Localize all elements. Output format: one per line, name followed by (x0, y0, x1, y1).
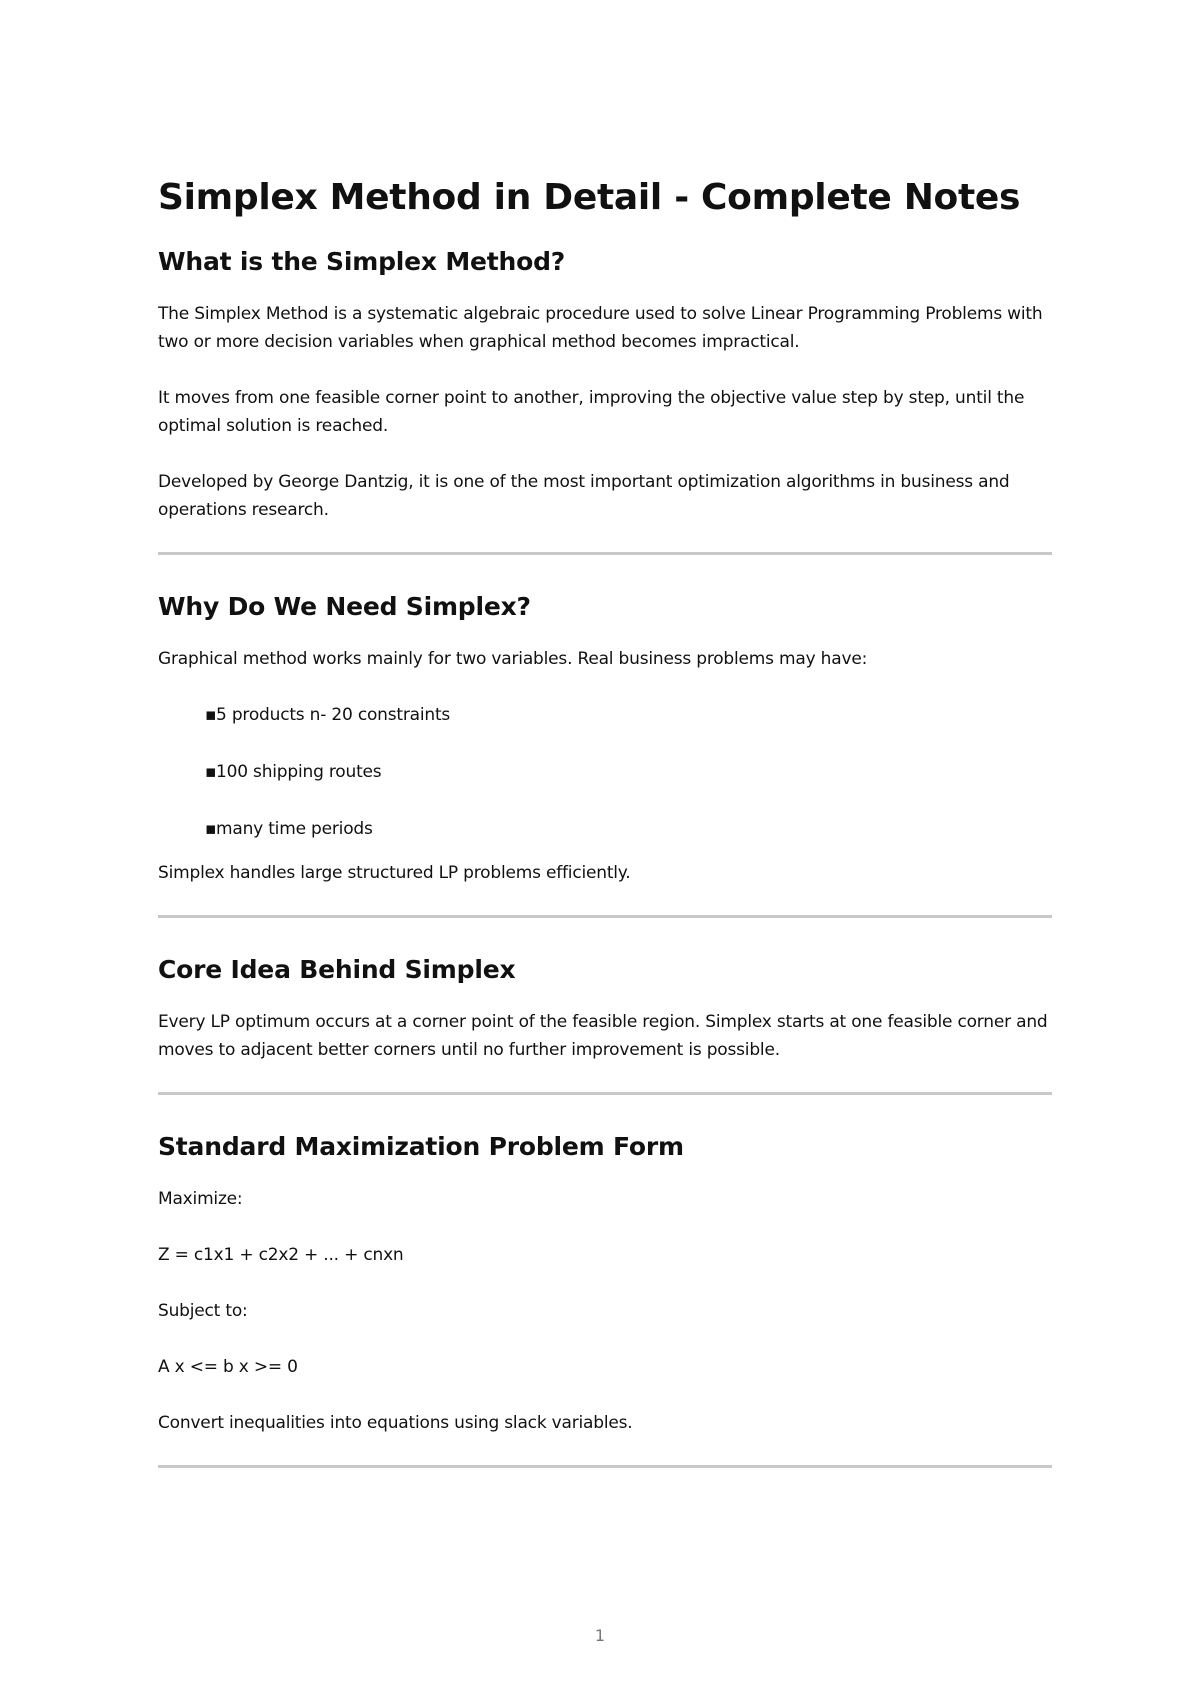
list-item (205, 701, 1052, 729)
list-item-text: 100 shipping routes (216, 762, 382, 782)
section-standard-form (158, 1131, 1052, 1437)
section-heading: Why Do We Need Simplex? (158, 592, 531, 621)
bullet-icon: ▪ (205, 705, 217, 725)
page-title: Simplex Method in Detail - Complete Notes (158, 177, 1021, 218)
objective-formula: Z = c1x1 + c2x2 + ... + cnxn (158, 1245, 404, 1265)
paragraph: Subject to: (158, 1301, 248, 1321)
list-item-text: many time periods (216, 819, 373, 839)
bullet-icon: ▪ (205, 762, 217, 782)
list-item (205, 758, 1052, 786)
bullet-list (158, 701, 1052, 843)
list-item-text: 5 products n- 20 constraints (216, 705, 451, 725)
list-item (205, 815, 1052, 843)
constraint-formula: A x <= b x >= 0 (158, 1357, 298, 1377)
section-divider (158, 915, 1052, 918)
document-page (158, 170, 1052, 1504)
paragraph: Every LP optimum occurs at a corner point of the feasible region. Simplex starts at one feasible corner and moves to adjacent better corners until no further improvement is possible. (158, 1012, 1048, 1060)
bullet-icon: ▪ (205, 819, 217, 839)
section-divider (158, 552, 1052, 555)
section-heading: Core Idea Behind Simplex (158, 955, 516, 984)
section-divider (158, 1465, 1052, 1468)
section-divider (158, 1092, 1052, 1095)
section-heading: What is the Simplex Method? (158, 247, 566, 276)
section-why-simplex (158, 591, 1052, 887)
paragraph: Maximize: (158, 1189, 243, 1209)
paragraph: Simplex handles large structured LP problems efficiently. (158, 863, 631, 883)
section-heading: Standard Maximization Problem Form (158, 1132, 684, 1161)
section-core-idea (158, 954, 1052, 1064)
section-what-is-simplex (158, 246, 1052, 524)
paragraph: Developed by George Dantzig, it is one of the most important optimization algorithms in business and operations research. (158, 472, 1010, 520)
page-number: 1 (594, 1626, 606, 1645)
paragraph: The Simplex Method is a systematic algebraic procedure used to solve Linear Programming Problems with two or more decision variables when graphical method becomes impractical. (158, 304, 1043, 352)
paragraph: Graphical method works mainly for two variables. Real business problems may have: (158, 649, 868, 669)
paragraph: Convert inequalities into equations using slack variables. (158, 1413, 633, 1433)
paragraph: It moves from one feasible corner point to another, improving the objective value step by step, until the optimal solution is reached. (158, 388, 1025, 436)
